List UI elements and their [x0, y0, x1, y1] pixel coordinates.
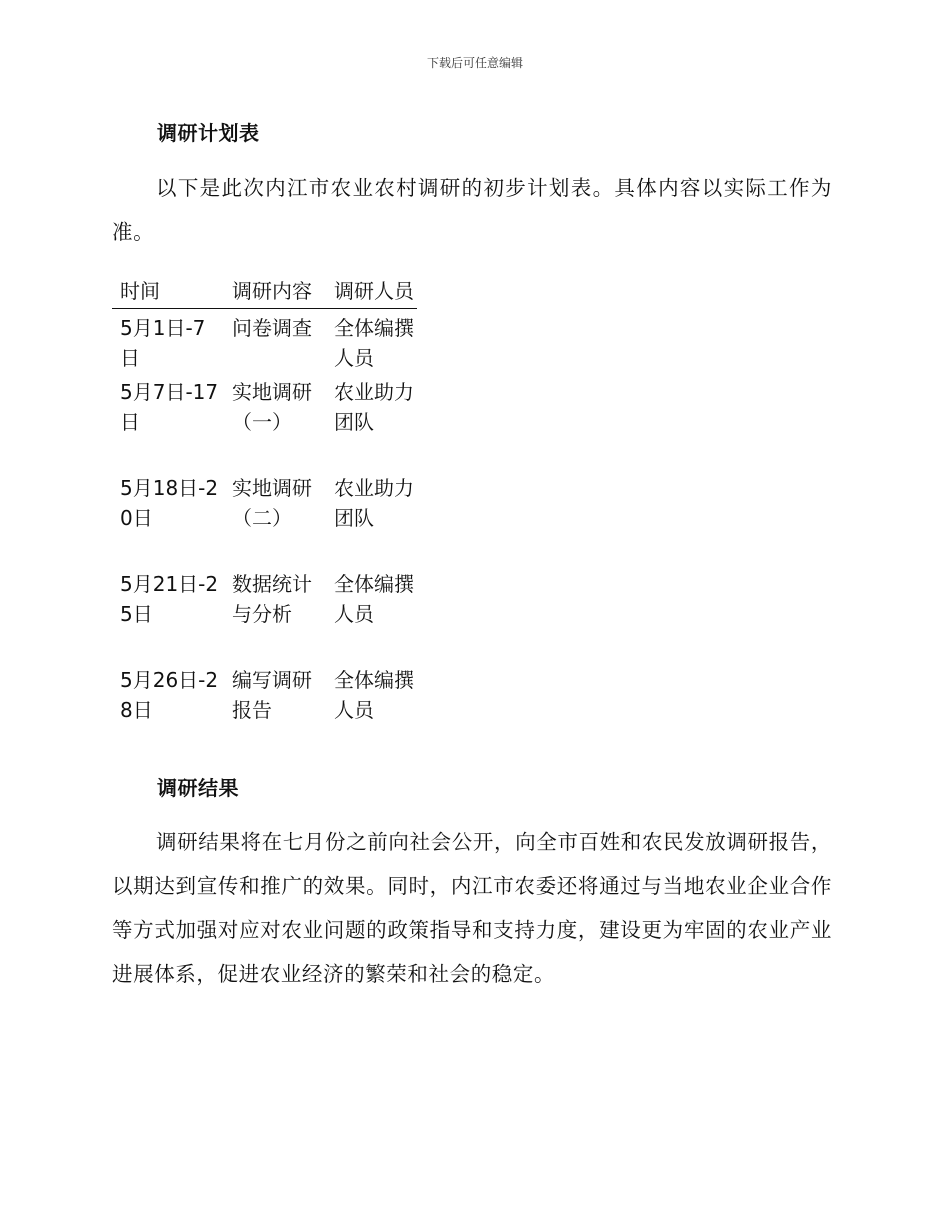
row-time: 5月18日-20日	[120, 476, 219, 530]
table-header-row	[112, 276, 417, 309]
plan-intro-paragraph: 以下是此次内江市农业农村调研的初步计划表。具体内容以实际工作为准。	[112, 176, 832, 244]
table-row	[112, 309, 417, 377]
row-staff: 农业助力团队	[334, 380, 414, 434]
table-row	[112, 569, 417, 665]
row-content: 实地调研（二）	[232, 476, 312, 530]
row-time: 5月21日-25日	[120, 572, 219, 626]
table-row	[112, 665, 417, 729]
row-content: 问卷调查	[232, 316, 312, 340]
row-content: 实地调研（一）	[232, 380, 312, 434]
row-content: 数据统计与分析	[232, 572, 312, 626]
header-content: 调研内容	[232, 279, 312, 303]
table-row	[112, 473, 417, 569]
plan-table	[112, 276, 417, 729]
row-time: 5月1日-7日	[120, 316, 206, 370]
row-staff: 全体编撰人员	[334, 668, 414, 722]
results-section-title: 调研结果	[157, 776, 239, 800]
header-staff: 调研人员	[334, 279, 414, 303]
row-staff: 全体编撰人员	[334, 316, 414, 370]
row-staff: 全体编撰人员	[334, 572, 414, 626]
page-header: 下载后可任意编辑	[426, 56, 523, 70]
plan-section-title: 调研计划表	[157, 121, 260, 145]
row-time: 5月7日-17日	[120, 380, 219, 434]
results-paragraph: 调研结果将在七月份之前向社会公开，向全市百姓和农民发放调研报告，以期达到宣传和推广的效果。同时，内江市农委还将通过与当地农业企业合作等方式加强对应对农业问题的政策指导和支持力度，建设更为牢固的农业产业进展体系，促进农业经济的繁荣和社会的稳定。	[112, 830, 832, 986]
row-content: 编写调研报告	[232, 668, 312, 722]
header-time: 时间	[120, 279, 160, 303]
row-time: 5月26日-28日	[120, 668, 219, 722]
row-staff: 农业助力团队	[334, 476, 414, 530]
table-row	[112, 377, 417, 473]
